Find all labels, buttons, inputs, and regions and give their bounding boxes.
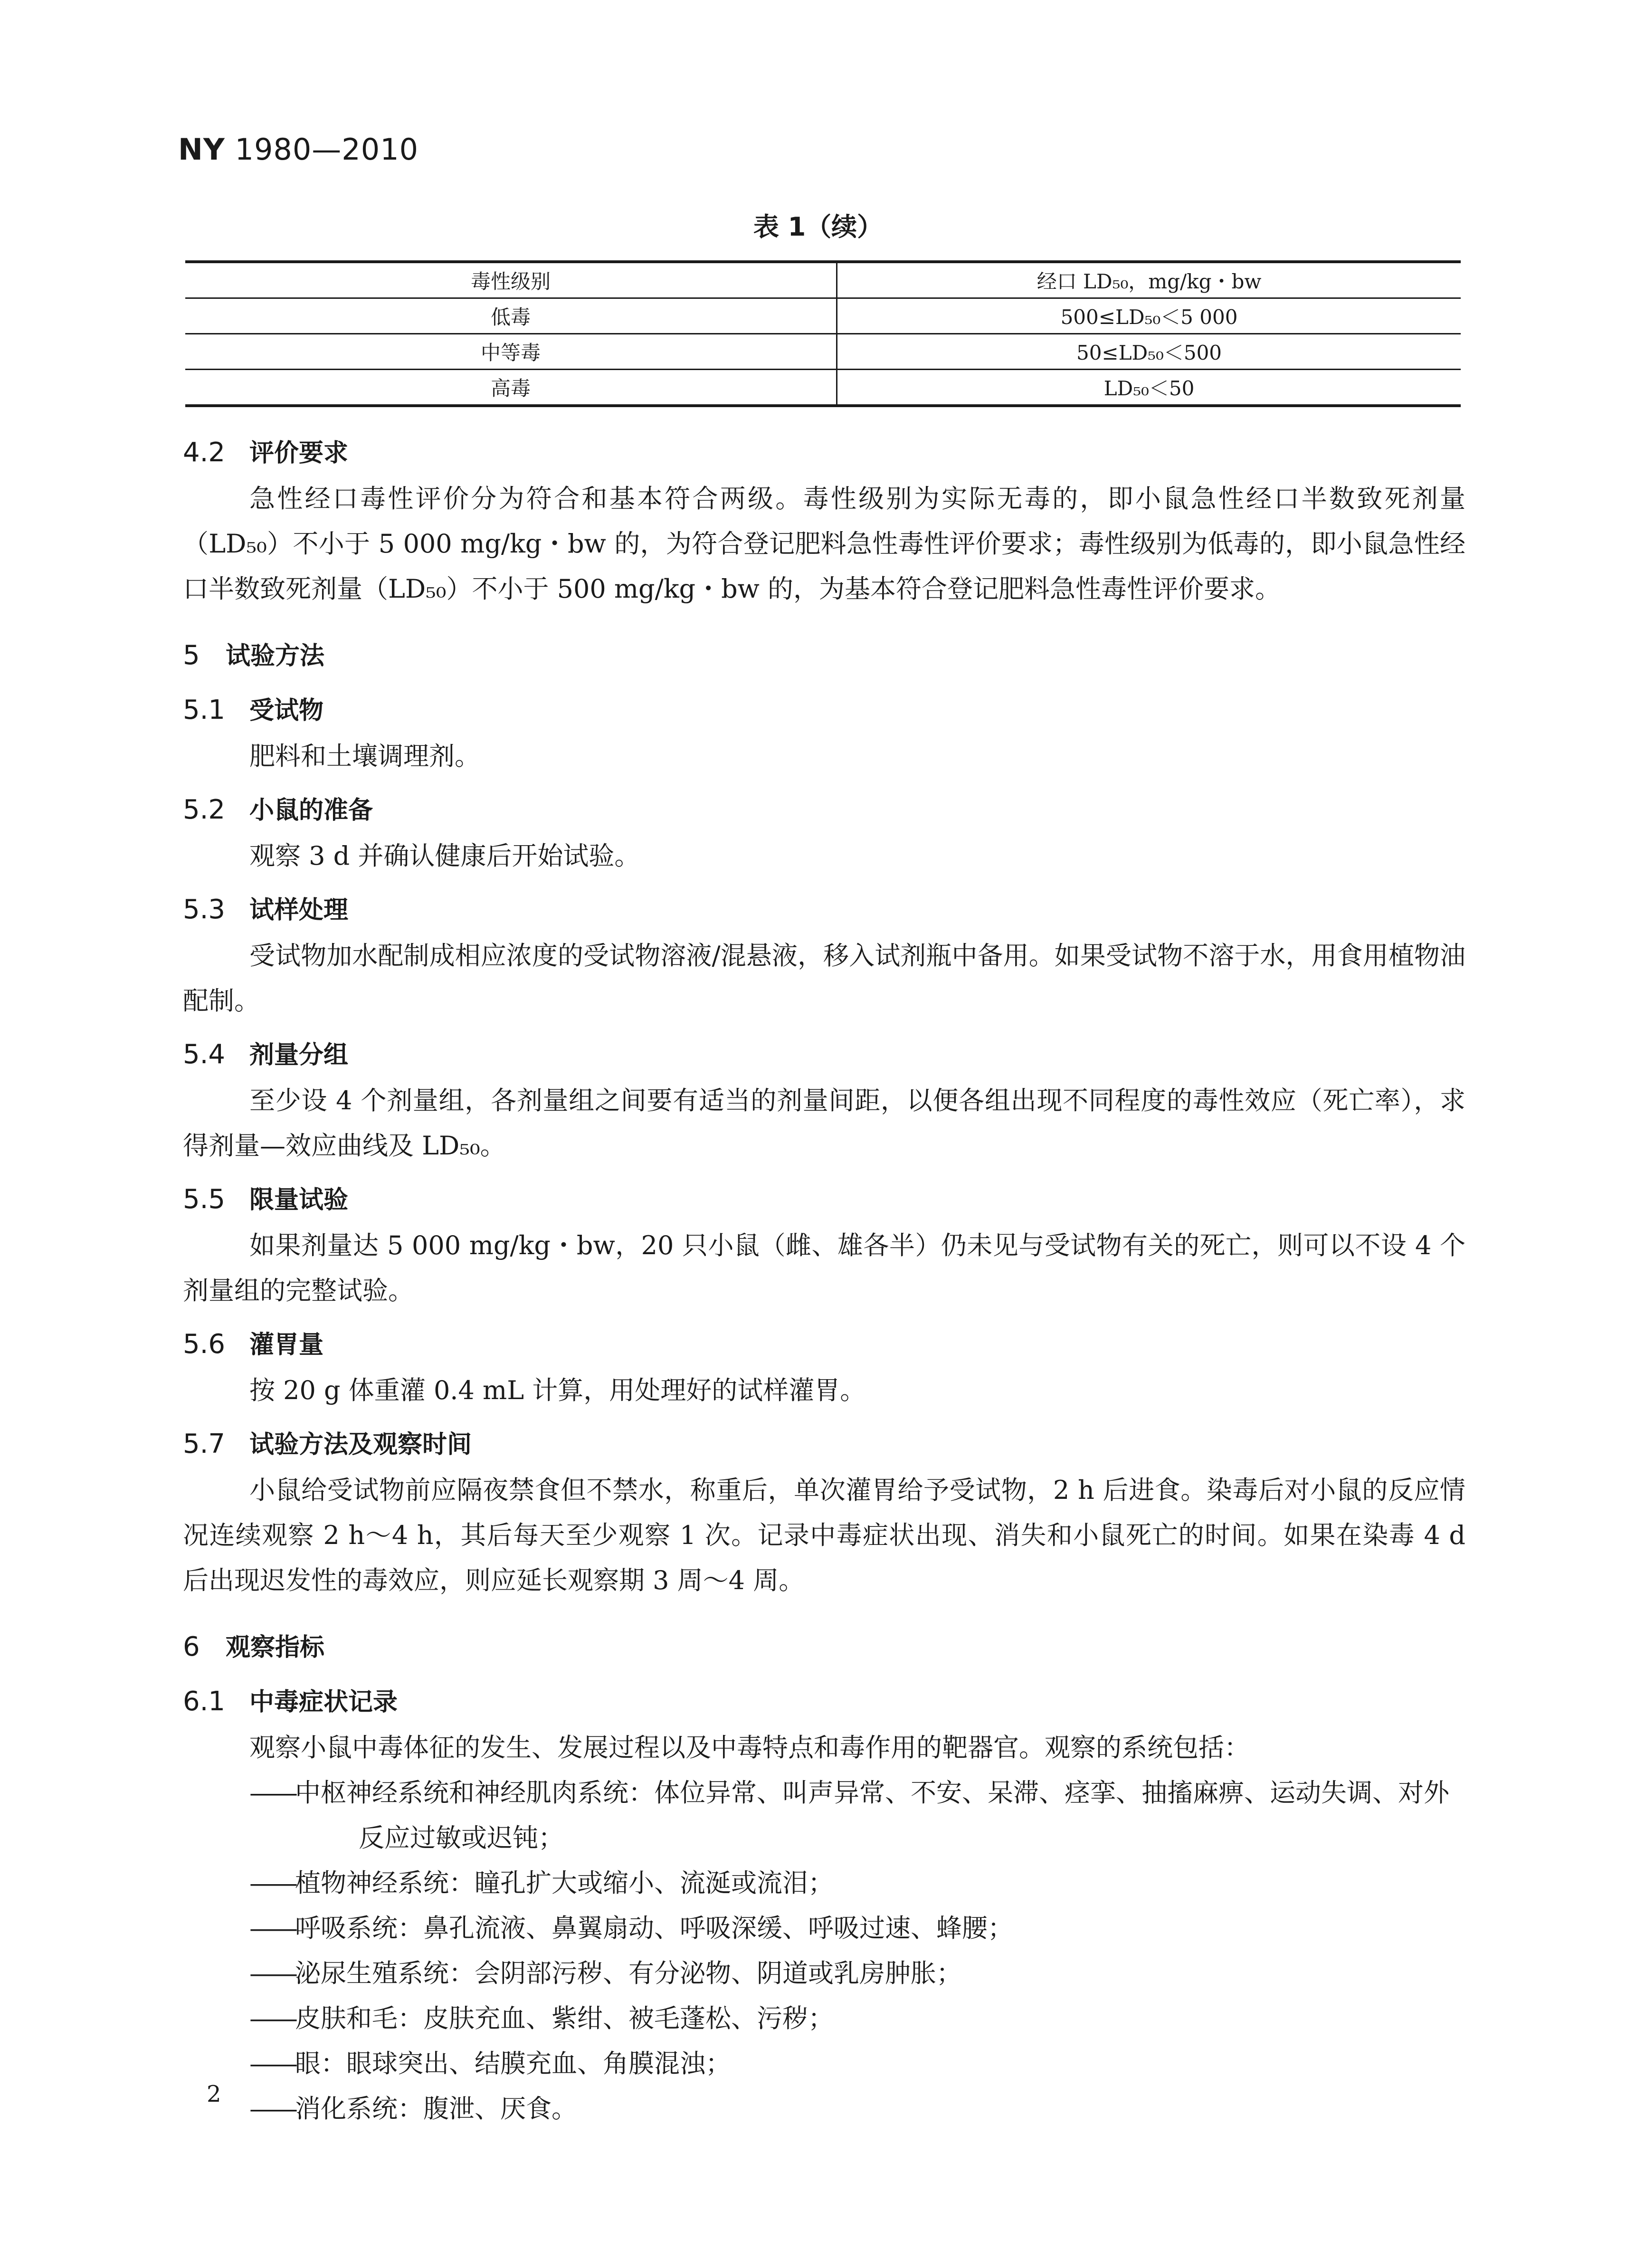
section-title: 评价要求 [249,439,349,467]
paragraph: 如果剂量达 5 000 mg/kg・bw，20 只小鼠（雌、雄各半）仍未见与受试物有关的死亡，则可以不设 4 个剂量组的完整试验。 [183,1230,1465,1306]
table-cell: 低毒 [185,298,837,334]
document-body [183,430,1465,2131]
table-caption: 表 1（续） [753,212,883,242]
section-number: 5.4 [183,1039,226,1070]
list-item-text: 中枢神经系统和神经肌肉系统：体位异常、叫声异常、不安、呆滞、痉挛、抽搐麻痹、运动失调、对外反应过敏或迟钝； [295,1778,1449,1853]
table-cell: 500≤LD₅₀＜5 000 [837,298,1461,334]
list-item [249,2086,1465,2131]
table-header-cell: 毒性级别 [185,262,837,298]
list-item-text: 呼吸系统：鼻孔流液、鼻翼扇动、呼吸深缓、呼吸过速、蜂腰； [295,1913,1013,1943]
section-number: 6 [183,1631,200,1662]
section-number: 5.6 [183,1329,226,1360]
list-item [249,1770,1465,1860]
paragraph: 观察小鼠中毒体征的发生、发展过程以及中毒特点和毒作用的靶器官。观察的系统包括： [249,1733,1250,1763]
table-header-row [185,262,1461,298]
list-dash: —— [249,1913,295,1943]
section-number: 5 [183,640,200,671]
list-item [249,1860,1465,1906]
section-heading [183,633,1465,679]
list-dash: —— [249,2094,295,2124]
table-row [185,370,1461,406]
section-heading [183,1032,1465,1078]
section-heading [183,1679,1465,1725]
list-item-text: 消化系统：腹泄、厌食。 [295,2094,577,2124]
table-cell: 中等毒 [185,334,837,370]
standard-prefix: NY [178,132,225,167]
section-title: 试验方法 [226,642,325,670]
section-number: 5.7 [183,1429,226,1459]
section-number: 4.2 [183,437,226,468]
paragraph: 小鼠给受试物前应隔夜禁食但不禁水，称重后，单次灌胃给予受试物，2 h 后进食。染毒后对小鼠的反应情况连续观察 2 h～4 h，其后每天至少观察 1 次。记录中毒症状出现、消失和小鼠死亡的时间。如果在染毒 4 d 后出现迟发性的毒效应，则应延长观察期 3 周～4 周。 [183,1475,1465,1595]
section-number: 6.1 [183,1686,226,1717]
list-dash: —— [249,1958,295,1988]
paragraph: 受试物加水配制成相应浓度的受试物溶液/混悬液，移入试剂瓶中备用。如果受试物不溶于水，用食用植物油配制。 [183,941,1465,1016]
section-number: 5.1 [183,695,226,725]
list-item [249,1996,1465,2041]
paragraph: 肥料和土壤调理剂。 [249,741,480,771]
list-item-text: 植物神经系统：瞳孔扩大或缩小、流涎或流泪； [295,1868,834,1898]
toxicity-table [185,260,1461,407]
table-cell: 高毒 [185,370,837,406]
paragraph: 至少设 4 个剂量组，各剂量组之间要有适当的剂量间距，以便各组出现不同程度的毒性效应（死亡率），求得剂量—效应曲线及 LD₅₀。 [183,1086,1465,1161]
table-cell: 50≤LD₅₀＜500 [837,334,1461,370]
list-item-text: 眼：眼球突出、结膜充血、角膜混浊； [295,2049,731,2078]
page-number: 2 [207,2081,221,2107]
section-number: 5.3 [183,894,226,925]
list-dash: —— [249,2003,295,2033]
section-heading [183,1421,1465,1468]
list-item [249,1951,1465,1996]
standard-number: 1980—2010 [235,132,419,167]
table-cell: LD₅₀＜50 [837,370,1461,406]
section-heading [183,1322,1465,1368]
section-title: 试样处理 [249,896,349,924]
table-row [185,334,1461,370]
list-item-text: 皮肤和毛：皮肤充血、紫绀、被毛蓬松、污秽； [295,2003,834,2033]
section-heading [183,787,1465,833]
paragraph: 观察 3 d 并确认健康后开始试验。 [249,841,640,871]
section-heading [183,687,1465,734]
list-dash: —— [249,2049,295,2078]
list-item-text: 泌尿生殖系统：会阴部污秽、有分泌物、阴道或乳房肿胀； [295,1958,962,1988]
section-title: 限量试验 [249,1186,349,1214]
list-item [249,2041,1465,2086]
section-number: 5.2 [183,794,226,825]
section-title: 受试物 [249,696,324,725]
section-heading [183,1177,1465,1223]
section-heading [183,430,1465,476]
paragraph: 急性经口毒性评价分为符合和基本符合两级。毒性级别为实际无毒的，即小鼠急性经口半数致死剂量（LD₅₀）不小于 5 000 mg/kg・bw 的，为符合登记肥料急性毒性评价要求；毒性级别为低毒的，即小鼠急性经口半数致死剂量（LD₅₀）不小于 500 mg/kg・bw 的，为基本符合登记肥料急性毒性评价要求。 [183,484,1465,604]
list-dash: —— [249,1868,295,1898]
section-title: 灌胃量 [249,1331,324,1359]
list-item [249,1906,1465,1951]
table-row [185,298,1461,334]
paragraph: 按 20 g 体重灌 0.4 mL 计算，用处理好的试样灌胃。 [249,1375,866,1405]
section-title: 观察指标 [226,1633,325,1662]
table-header-cell: 经口 LD₅₀，mg/kg・bw [1037,270,1262,293]
section-title: 中毒症状记录 [249,1688,398,1716]
section-number: 5.5 [183,1184,226,1215]
section-heading [183,1624,1465,1670]
standard-code [178,132,419,167]
list-dash: —— [249,1778,295,1808]
section-title: 小鼠的准备 [249,796,373,825]
section-title: 剂量分组 [249,1041,349,1069]
section-heading [183,887,1465,933]
section-title: 试验方法及观察时间 [249,1430,472,1459]
